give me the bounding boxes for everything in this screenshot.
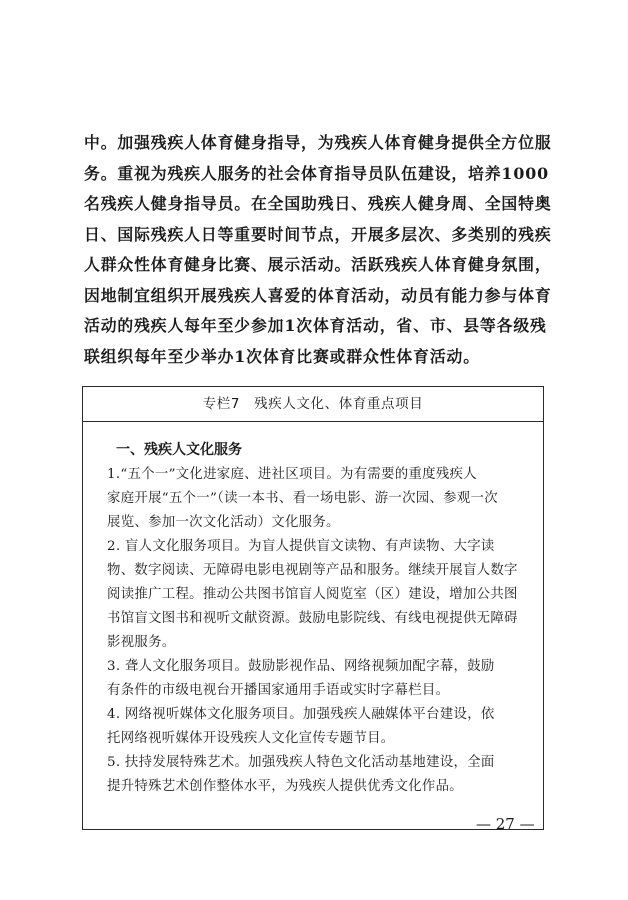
feature-box-content (107, 437, 527, 799)
box-line: 提升特殊艺术创作整体水平，为残疾人提供优秀文化作品。 (107, 779, 463, 794)
box-line: 3. 聋人文化服务项目。鼓励影视作品、网络视频加配字幕，鼓励 (107, 659, 495, 674)
page-number: — 27 — (476, 815, 535, 833)
body-line: 因地制宜组织开展残疾人喜爱的体育活动，动员有能力参与体育 (84, 285, 552, 305)
body-line: 人群众性体育健身比赛、展示活动。活跃残疾人体育健身氛围， (84, 255, 552, 274)
box-line: 家庭开展“五个一”（读一本书、看一场电影、游一次园、参观一次 (107, 491, 498, 506)
box-line: 展览、参加一次文化活动）文化服务。 (107, 515, 340, 530)
box-line: 5. 扶持发展特殊艺术。加强残疾人特色文化活动基地建设，全面 (107, 755, 495, 770)
section-heading: 一、残疾人文化服务 (116, 442, 242, 458)
box-line: 物、数字阅读、无障碍电影电视剧等产品和服务。继续开展盲人数字 (107, 563, 518, 578)
box-line: 书馆盲文图书和视听文献资源。鼓励电影院线、有线电视提供无障碍 (107, 611, 518, 626)
box-line: 有条件的市级电视台开播国家通用手语或实时字幕栏目。 (107, 683, 450, 698)
body-paragraph (84, 128, 552, 372)
feature-box-title: 专栏7 残疾人文化、体育重点项目 (83, 387, 543, 422)
body-line: 中。加强残疾人体育健身指导，为残疾人体育健身提供全方位服 (84, 133, 552, 152)
box-line: 阅读推广工程。推动公共图书馆盲人阅览室（区）建设，增加公共图 (107, 587, 518, 602)
feature-box (82, 386, 544, 830)
box-line: 托网络视听媒体开设残疾人文化宣传专题节目。 (107, 731, 395, 746)
box-line: 1.“五个一”文化进家庭、进社区项目。为有需要的重度残疾人 (107, 467, 477, 482)
box-line: 2. 盲人文化服务项目。为盲人提供盲文读物、有声读物、大字读 (107, 539, 495, 554)
box-line: 影视服务。 (107, 635, 176, 650)
body-line: 联组织每年至少举办1次体育比赛或群众性体育活动。 (84, 346, 480, 366)
body-line: 务。重视为残疾人服务的社会体育指导员队伍建设，培养1000 (84, 163, 549, 183)
body-line: 日、国际残疾人日等重要时间节点，开展多层次、多类别的残疾 (84, 224, 552, 244)
body-line: 名残疾人健身指导员。在全国助残日、残疾人健身周、全国特奥 (84, 194, 552, 213)
box-line: 4. 网络视听媒体文化服务项目。加强残疾人融媒体平台建设，依 (107, 707, 495, 722)
body-line: 活动的残疾人每年至少参加1次体育活动，省、市、县等各级残 (84, 316, 547, 335)
